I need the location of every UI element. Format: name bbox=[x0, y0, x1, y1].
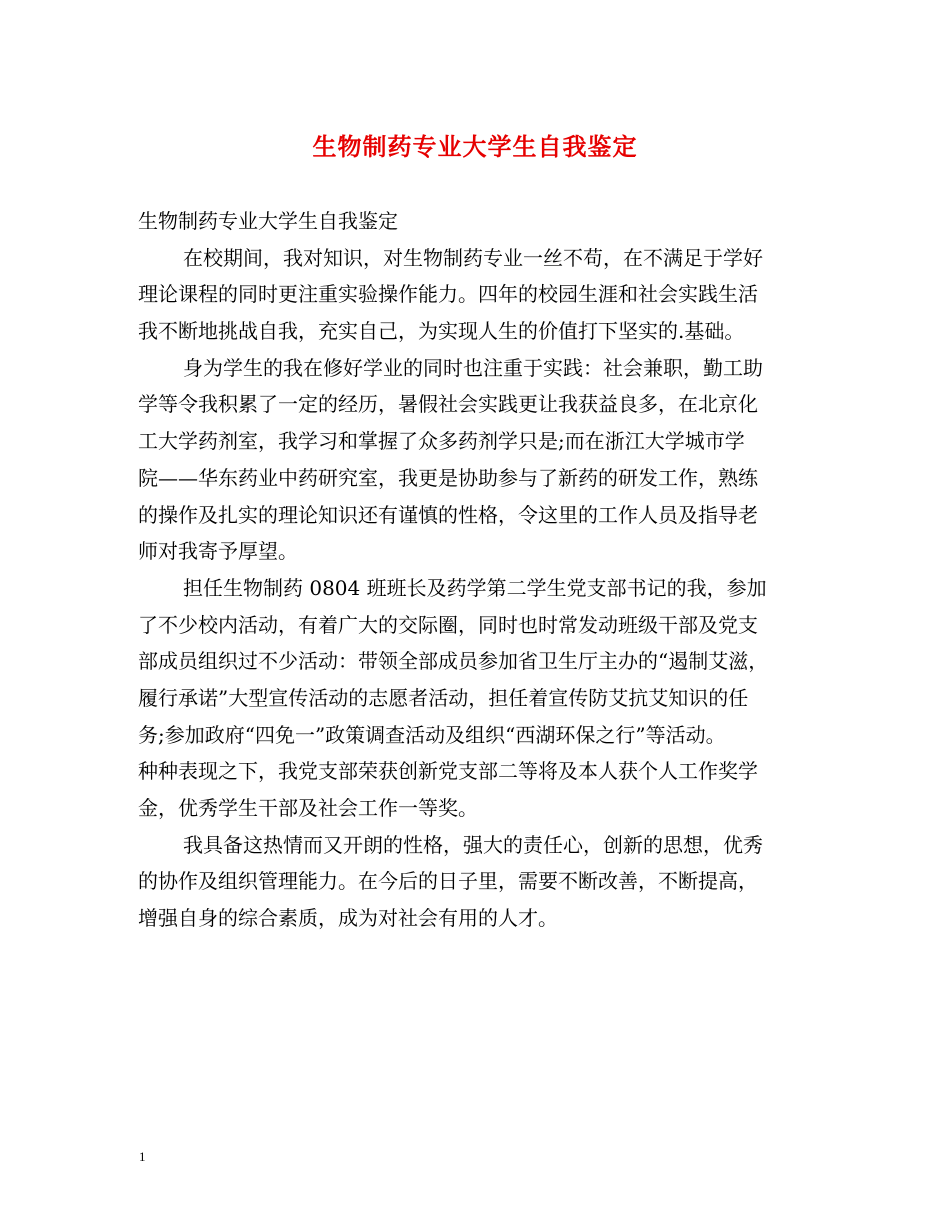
paragraph-line: 务;参加政府“四免一”政策调查活动及组织“西湖环保之行”等活动。 bbox=[138, 722, 726, 747]
paragraph-line: 理论课程的同时更注重实验操作能力。四年的校园生涯和社会实践生活 bbox=[138, 282, 758, 307]
paragraph-line: 履行承诺”大型宣传活动的志愿者活动，担任着宣传防艾抗艾知识的任 bbox=[138, 685, 749, 710]
paragraph-line: 增强自身的综合素质，成为对社会有用的人才。 bbox=[138, 906, 558, 931]
document-title: 生物制药专业大学生自我鉴定 bbox=[312, 132, 638, 161]
document-subtitle: 生物制药专业大学生自我鉴定 bbox=[138, 209, 398, 233]
page-number: 1 bbox=[139, 1149, 146, 1164]
document-body bbox=[138, 203, 828, 937]
paragraph-line: 担任生物制药 0804 班班长及药学第二学生党支部书记的我，参加 bbox=[183, 575, 767, 600]
paragraph-line: 种种表现之下，我党支部荣获创新党支部二等将及本人获个人工作奖学 bbox=[138, 759, 758, 784]
paragraph-line: 部成员组织过不少活动：带领全部成员参加省卫生厅主办的“遏制艾滋， bbox=[138, 649, 769, 674]
paragraph-line: 身为学生的我在修好学业的同时也注重于实践：社会兼职，勤工助 bbox=[183, 355, 763, 380]
paragraph-line: 工大学药剂室，我学习和掌握了众多药剂学只是;而在浙江大学城市学 bbox=[138, 429, 745, 454]
paragraph-line: 了不少校内活动，有着广大的交际圈，同时也时常发动班级干部及党支 bbox=[138, 612, 758, 637]
paragraph-line: 学等令我积累了一定的经历，暑假社会实践更让我获益良多，在北京化 bbox=[138, 392, 758, 417]
paragraph-line: 我不断地挑战自我，充实自己，为实现人生的价值打下坚实的.基础。 bbox=[138, 319, 745, 344]
paragraph-line: 的协作及组织管理能力。在今后的日子里，需要不断改善，不断提高， bbox=[138, 869, 758, 894]
paragraph-line: 的操作及扎实的理论知识还有谨慎的性格，令这里的工作人员及指导老 bbox=[138, 502, 758, 527]
paragraph-line: 我具备这热情而又开朗的性格，强大的责任心，创新的思想，优秀 bbox=[183, 832, 763, 857]
paragraph-line: 院——华东药业中药研究室，我更是协助参与了新药的研发工作，熟练 bbox=[138, 465, 758, 490]
paragraph-line: 金，优秀学生干部及社会工作一等奖。 bbox=[138, 796, 478, 820]
paragraph-line: 师对我寄予厚望。 bbox=[138, 539, 298, 564]
paragraph-line: 在校期间，我对知识，对生物制药专业一丝不苟，在不满足于学好 bbox=[183, 245, 763, 270]
